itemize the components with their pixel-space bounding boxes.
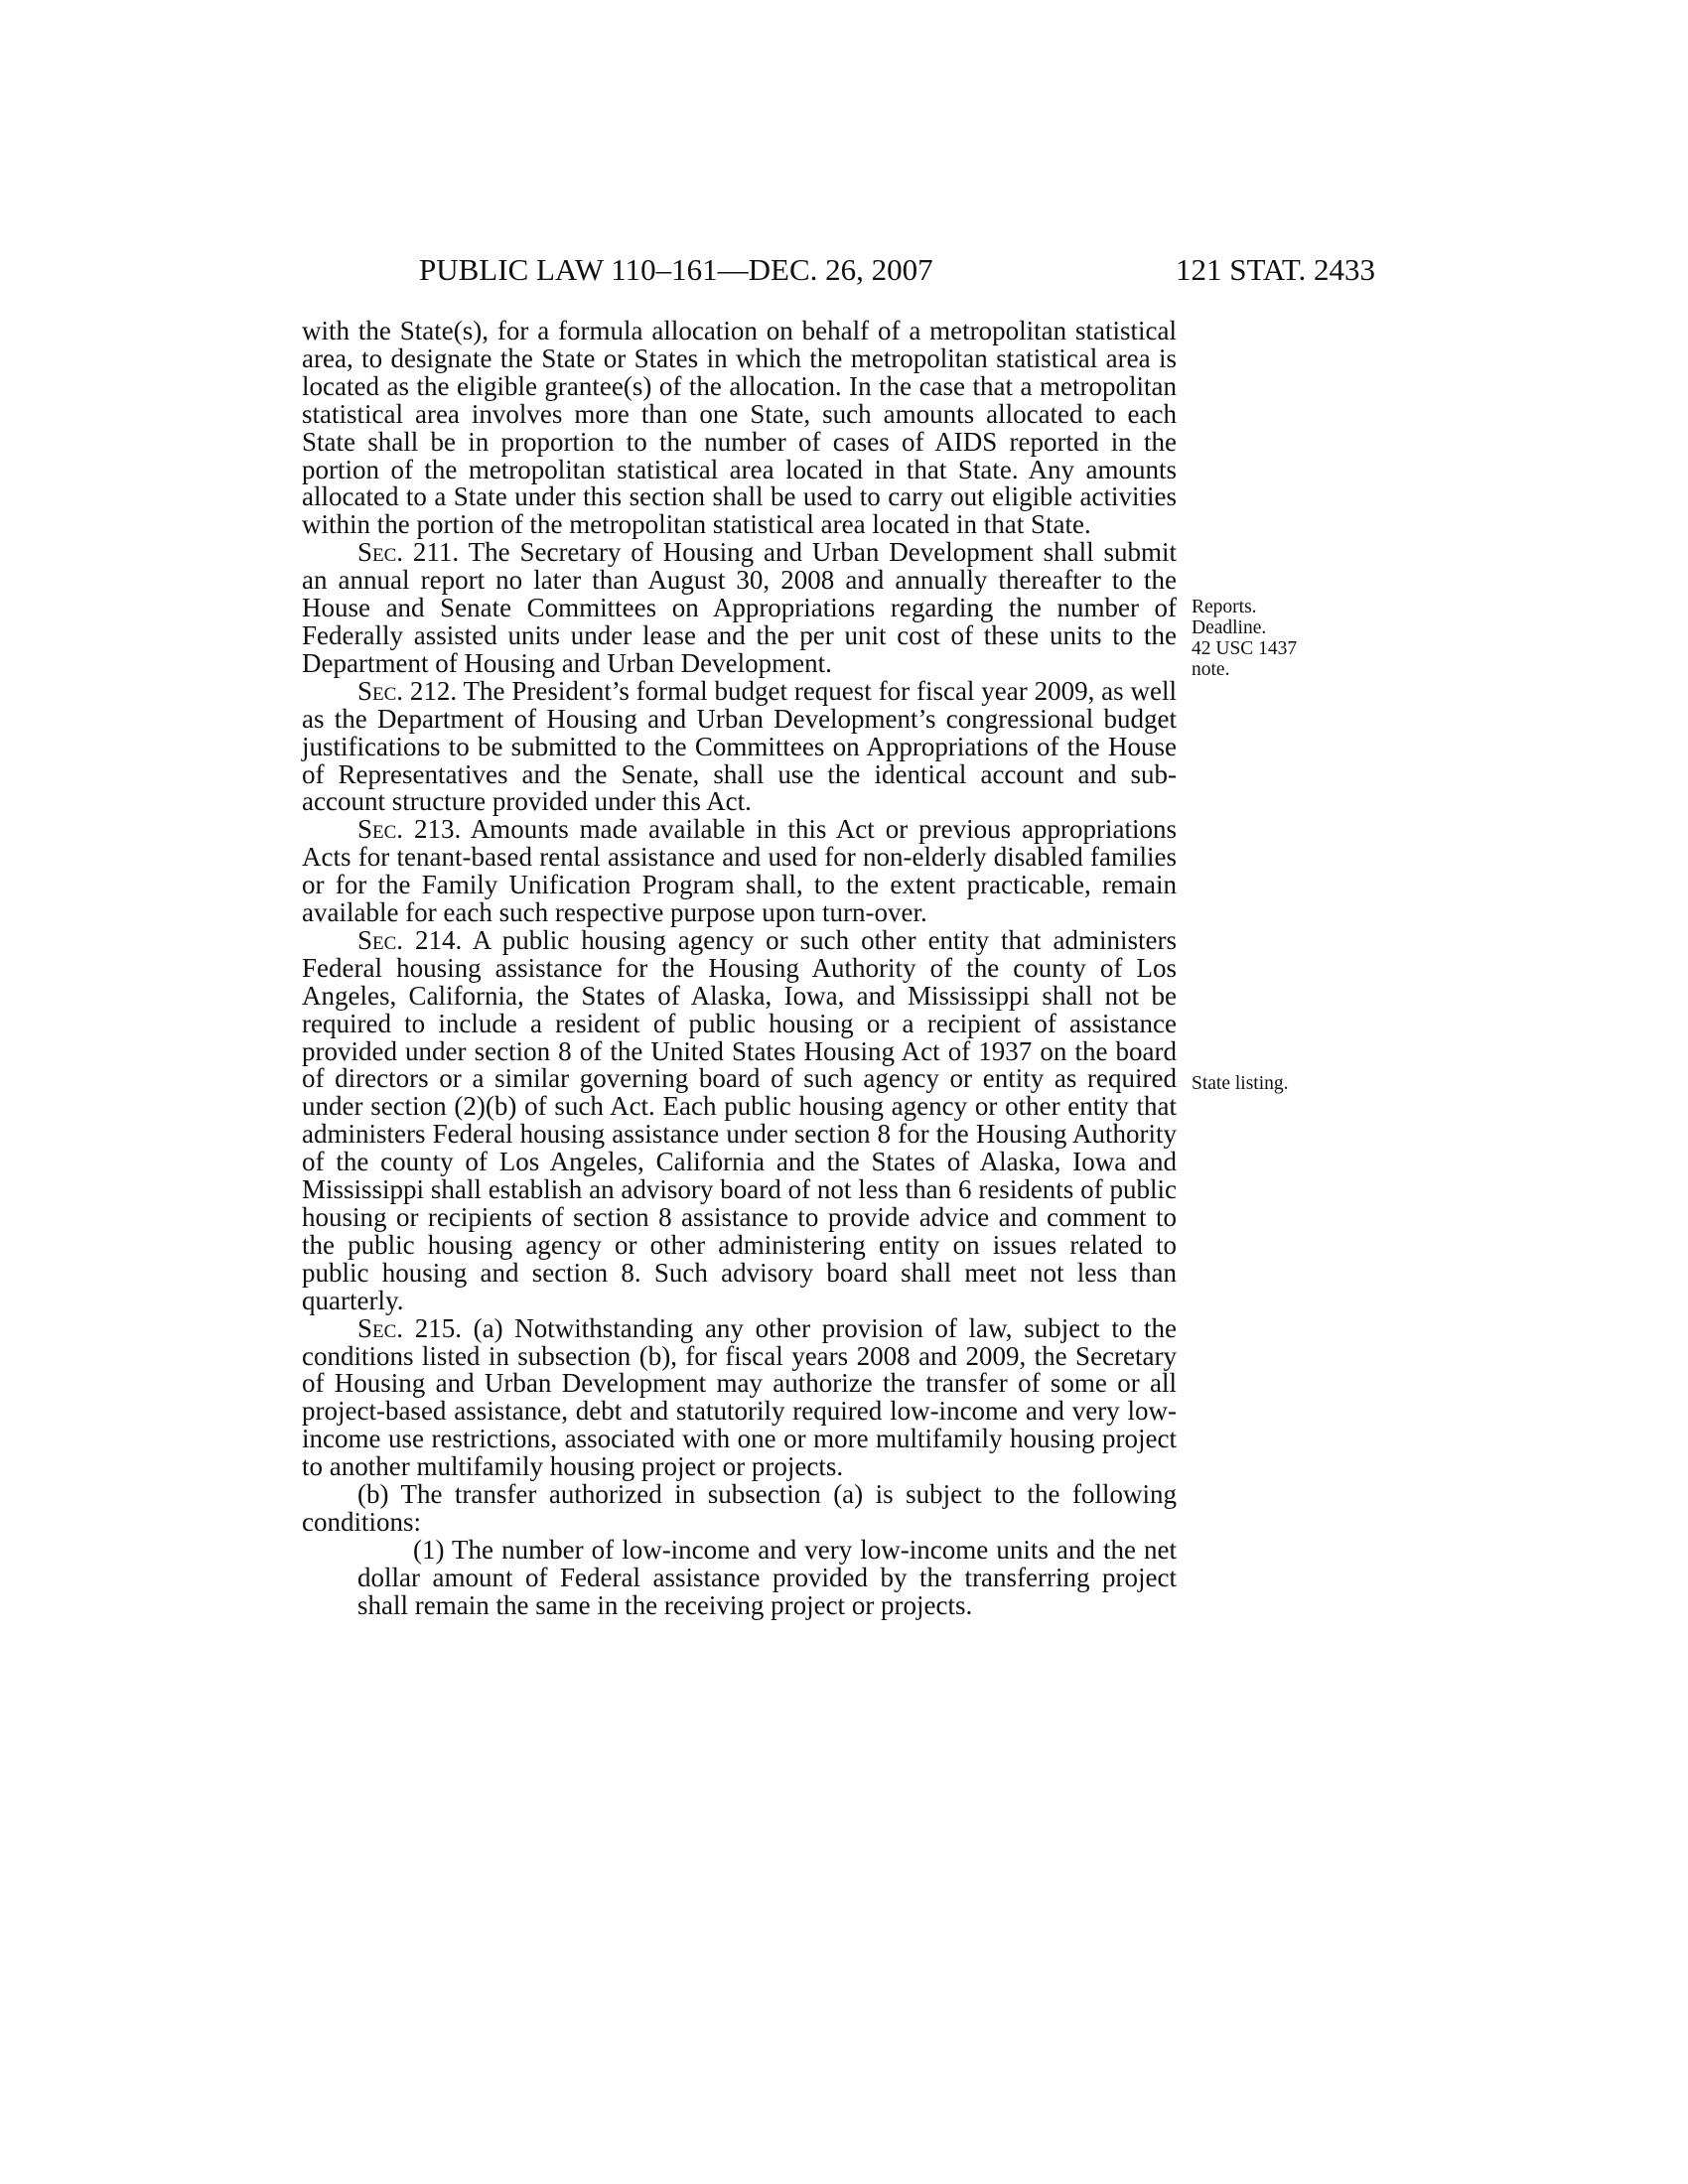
section-214-text: A public housing agency or such other entity that administers Federal housing assistance for the Housing Authority of the county of Los Angeles, California, the States of Alaska, Iowa, and Mississippi shall not be required to include a resident of public housing or a recipient of assistance provided under section 8 of the United States Housing Act of 1937 on the board of directors or a similar governing board of such agency or entity as required under section (2)(b) of such Act. Each public housing agency or other entity that administers Federal housing assistance under section 8 for the Housing Authority of the county of Los Angeles, California and the States of Alaska, Iowa and Mississippi shall establish an advisory board of not less than 6 residents of public housing or recipients of section 8 assistance to provide advice and comment to the public housing agency or other administering entity on issues related to public housing and section 8. Such advisory board shall meet not less than quarterly. bbox=[302, 924, 1177, 1315]
section-212-label: Sec. 212. bbox=[357, 675, 458, 706]
section-213-text: Amounts made available in this Act or previous appropriations Acts for tenant-based rental assistance and used for non-elderly disabled families or for the Family Unification Program shall, to the extent practicable, remain available for each such respective purpose upon turn-over. bbox=[302, 814, 1177, 928]
section-215-label: Sec. 215. bbox=[357, 1312, 462, 1343]
section-213-label: Sec. 213. bbox=[357, 814, 462, 845]
margin-note-deadline: Deadline. bbox=[1192, 617, 1267, 638]
section-215-a bbox=[302, 1312, 1177, 1482]
section-212-text: The President’s formal budget request for fiscal year 2009, as well as the Department of Housing and Urban Development’s congressional budget justifications to be submitted to the Committees on Appropriations of the House of Representatives and the Senate, shall use the identical account and sub-account structure provided under this Act. bbox=[302, 675, 1178, 817]
margin-note-usc-citation: 42 USC 1437 bbox=[1192, 638, 1298, 659]
margin-note-reports: Reports. bbox=[1192, 597, 1257, 617]
section-214-label: Sec. 214. bbox=[357, 924, 463, 955]
margin-note-note: note. bbox=[1192, 659, 1230, 680]
section-215-a-text: (a) Notwithstanding any other provision of law, subject to the conditions listed in subsection (b), for fiscal years 2008 and 2009, the Secretary of Housing and Urban Development may authorize the transfer of some or all project-based assistance, debt and statutorily required low-income and very low-income use restrictions, associated with one or more multifamily housing project to another multifamily housing project or projects. bbox=[302, 1312, 1177, 1482]
statute-page-number: 121 STAT. 2433 bbox=[1175, 252, 1375, 287]
continuation-paragraph: with the State(s), for a formula allocation on behalf of a metropolitan statistical area, to designate the State or States in which the metropolitan statistical area is located as the eligible grantee(s) of the allocation. In the case that a metropolitan statistical area involves more than one State, such amounts allocated to each State shall be in proportion to the number of cases of AIDS reported in the portion of the metropolitan statistical area located in that State. Any amounts allocated to a State under this section shall be used to carry out eligible activities within the portion of the metropolitan statistical area located in that State. bbox=[302, 316, 1177, 540]
section-213 bbox=[302, 816, 1177, 927]
section-211-text: The Secretary of Housing and Urban Development shall submit an annual report no later than August 30, 2008 and annually thereafter to the House and Senate Committees on Appropriations regarding the number of Federally assisted units under lease and the per unit cost of these units to the Department of Housing and Urban Development. bbox=[302, 537, 1177, 678]
section-214 bbox=[302, 924, 1177, 1315]
margin-note-section-211 bbox=[1192, 597, 1297, 680]
public-law-title: PUBLIC LAW 110–161—DEC. 26, 2007 bbox=[419, 252, 933, 287]
section-211 bbox=[302, 539, 1177, 678]
section-212 bbox=[302, 675, 1178, 817]
section-215-b: (b) The transfer authorized in subsection (a) is subject to the following conditions: bbox=[302, 1479, 1177, 1537]
margin-note-section-214: State listing. bbox=[1192, 1073, 1289, 1094]
running-header bbox=[298, 250, 1375, 290]
section-215-b-1: (1) The number of low-income and very low-income units and the net dollar amount of Federal assistance provided by the transferring project shall remain the same in the receiving project or projects. bbox=[357, 1534, 1177, 1620]
body-text bbox=[302, 318, 1177, 1620]
section-211-label: Sec. 211. bbox=[357, 537, 460, 568]
